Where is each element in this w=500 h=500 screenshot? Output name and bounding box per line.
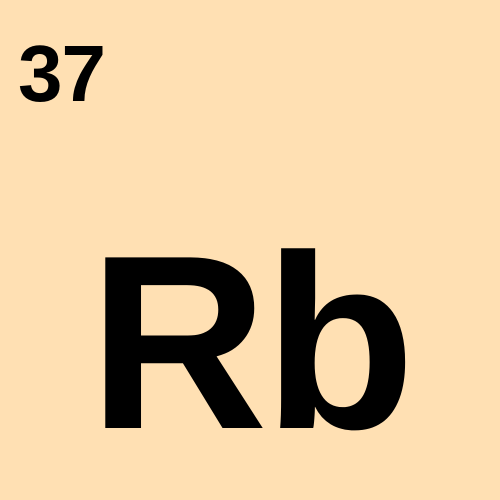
element-symbol: Rb <box>88 203 412 481</box>
atomic-number: 37 <box>18 29 105 118</box>
